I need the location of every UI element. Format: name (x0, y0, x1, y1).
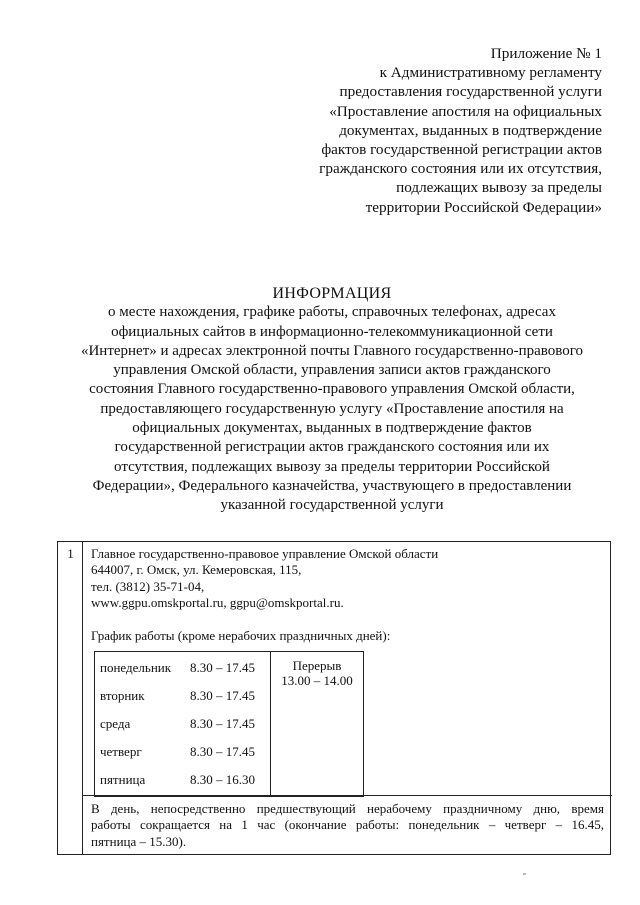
note-word: сокращается (139, 817, 210, 833)
note-word: В (91, 801, 100, 816)
schedule-day: пятница (100, 772, 146, 787)
heading-line: о месте нахождения, графике работы, справочных телефонах, адресах (108, 304, 556, 321)
note-line (91, 834, 604, 850)
appendix-line: подлежащих вывозу за пределы (396, 179, 602, 197)
note-word: 1 (241, 817, 248, 833)
note-word: – (555, 817, 563, 833)
heading-line: управления Омской области, управления записи актов гражданского (113, 362, 551, 379)
schedule-day: понедельник (100, 660, 172, 675)
schedule-title: График работы (кроме нерабочих праздничных дней): (91, 628, 391, 644)
note-word: дню, (533, 801, 561, 816)
heading-line: официальных документах, выданных в подтверждение фактов (132, 420, 532, 437)
heading-line: состояния Главного государственно-правового управления Омской области, (89, 381, 575, 398)
appendix-line: Приложение № 1 (490, 45, 602, 62)
scan-artifact (523, 873, 526, 875)
schedule-time: 8.30 – 17.45 (190, 744, 255, 759)
note-word: 16.45, (571, 817, 604, 833)
schedule-time: 8.30 – 17.45 (190, 688, 255, 703)
note-word: на (219, 817, 233, 833)
note-word: работы: (355, 817, 400, 833)
organization-web[interactable]: www.ggpu.omskportal.ru, ggpu@omskportal.ru. (91, 594, 344, 610)
organization-address: 644007, г. Омск, ул. Кемеровская, 115, (91, 562, 302, 578)
heading-line: отсутствия, подлежащих вывозу за пределы территории Российской (114, 458, 550, 475)
schedule-row (95, 744, 271, 760)
note-line (91, 801, 604, 817)
note-line (91, 817, 604, 833)
row-number: 1 (67, 546, 74, 561)
appendix-line: предоставления государственной услуги (339, 83, 602, 101)
break-cell (271, 658, 363, 688)
appendix-line: к Административному регламенту (379, 64, 602, 82)
note-word: понедельник (408, 817, 480, 833)
note-word: праздничному (443, 801, 523, 816)
schedule-row (95, 660, 271, 676)
schedule-time: 8.30 – 17.45 (190, 660, 255, 675)
info-table (57, 541, 611, 855)
shortened-day-note (91, 801, 604, 850)
break-time: 13.00 – 14.00 (281, 673, 353, 688)
schedule-row (95, 688, 271, 704)
schedule-days-column (95, 652, 271, 796)
note-word: четверг (504, 817, 547, 833)
organization-phone: тел. (3812) 35-71-04, (91, 578, 205, 594)
table-divider (83, 795, 612, 796)
schedule-day: вторник (100, 688, 145, 703)
schedule-row (95, 772, 271, 788)
heading-line: «Интернет» и адресах электронной почты Главного государственно-правового (80, 342, 584, 359)
appendix-line: документах, выданных в подтверждение (339, 121, 602, 139)
note-word: час (257, 817, 276, 833)
appendix-header (272, 44, 602, 217)
break-label: Перерыв (292, 658, 342, 673)
appendix-line: фактов государственной регистрации актов (321, 141, 602, 159)
heading-line: официальных сайтов в информационно-телекоммуникационной сети (111, 323, 553, 340)
note-word: – (488, 817, 496, 833)
note-word: (окончание (284, 817, 347, 833)
entry-contacts (91, 546, 603, 644)
schedule-time: 8.30 – 16.30 (190, 772, 255, 787)
note-word: время (571, 801, 604, 816)
note-word: непосредственно (150, 801, 246, 816)
heading-line: Федерации», Федерального казначейства, участвующего в предоставлении (92, 477, 572, 494)
note-word: работы (91, 817, 131, 833)
appendix-line: гражданского состояния или их отсутствия, (319, 160, 602, 178)
appendix-line: территории Российской Федерации» (365, 198, 602, 216)
organization-name: Главное государственно-правовое управление Омской области (91, 546, 439, 561)
page-title: ИНФОРМАЦИЯ (272, 285, 392, 302)
heading-line: государственной регистрации актов гражданского состояния или их (114, 439, 550, 456)
schedule-day: четверг (100, 744, 142, 759)
note-word: нерабочему (367, 801, 432, 816)
heading-line: указанной государственной услуги (220, 497, 444, 514)
row-number-cell (58, 542, 83, 854)
document-heading (40, 284, 624, 516)
schedule-day: среда (100, 716, 131, 731)
note-word: пятница – 15.30). (91, 833, 187, 849)
note-word: предшествующий (256, 801, 356, 816)
schedule-time: 8.30 – 17.45 (190, 716, 255, 731)
schedule-table (94, 651, 364, 797)
schedule-row (95, 716, 271, 732)
heading-line: предоставляющего государственную услугу «Проставление апостиля на (100, 400, 564, 417)
appendix-line: «Проставление апостиля на официальных (329, 102, 602, 120)
note-word: день, (110, 801, 140, 816)
